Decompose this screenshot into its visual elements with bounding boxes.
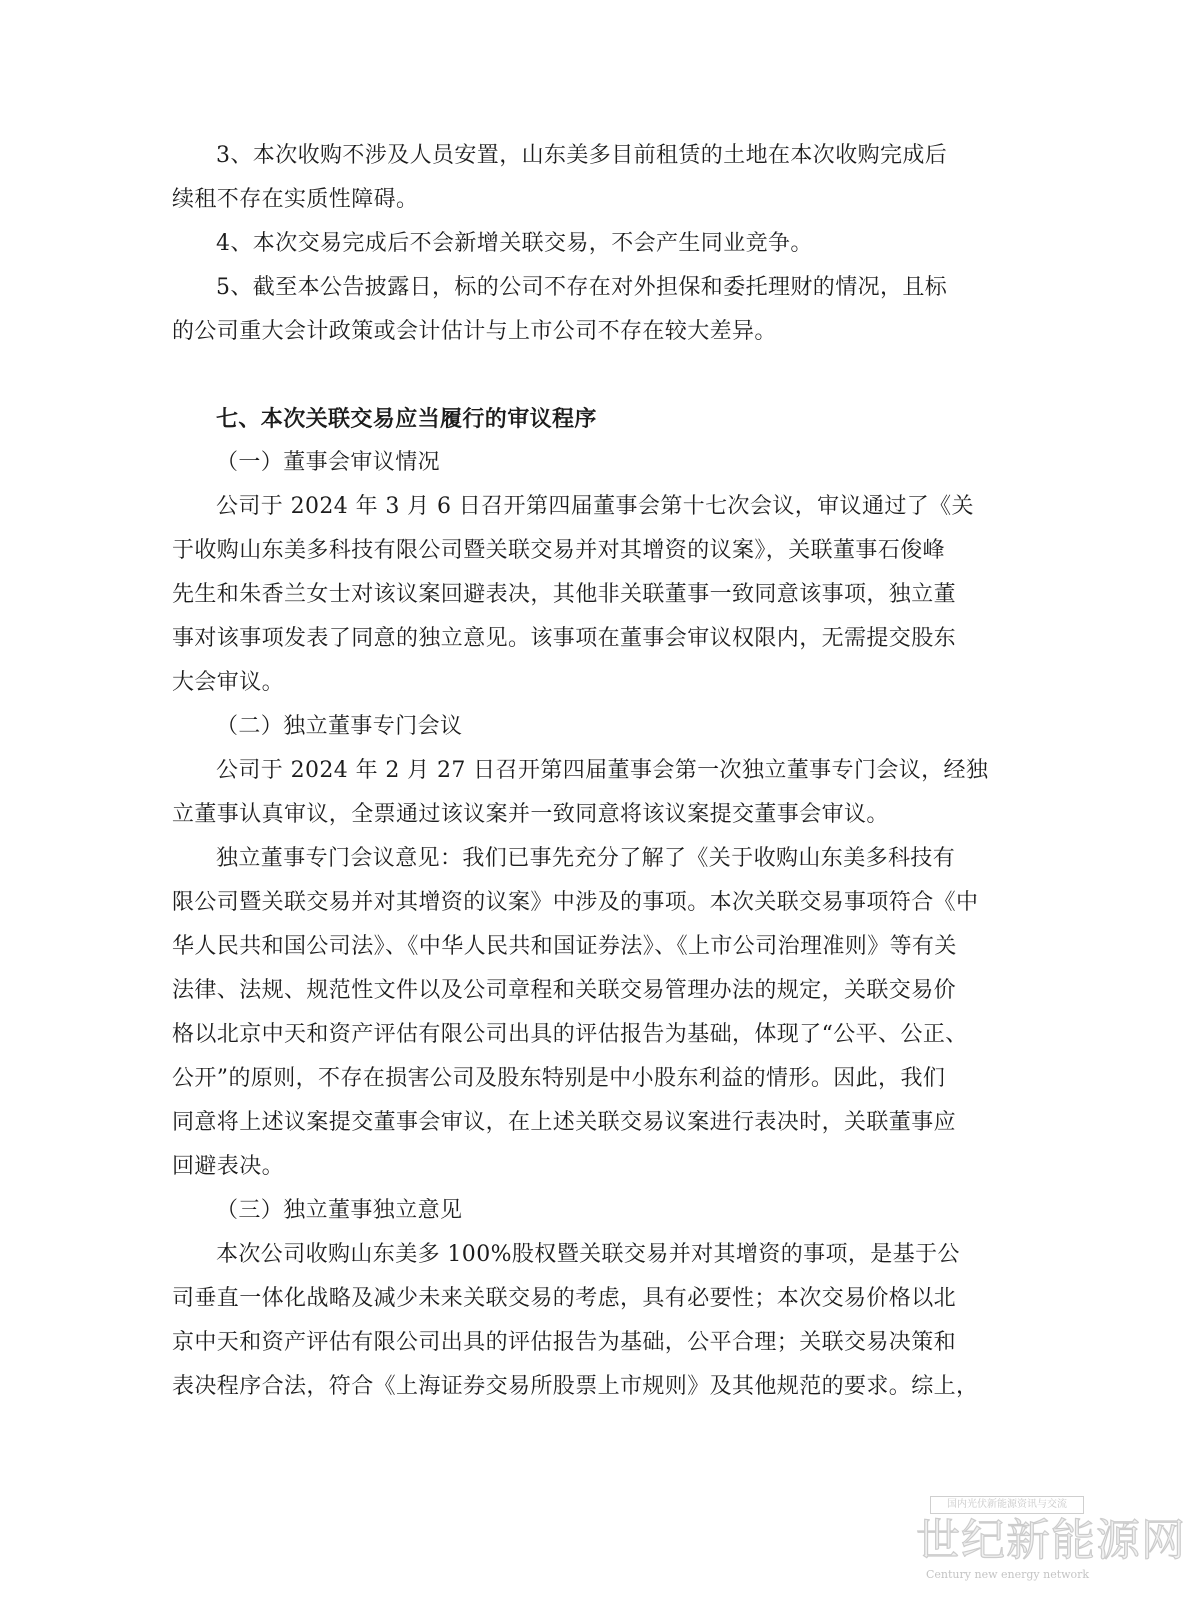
paragraph-line: 司垂直一体化战略及减少未来关联交易的考虑，具有必要性；本次交易价格以北 <box>172 1286 957 1311</box>
paragraph-line: 格以北京中天和资产评估有限公司出具的评估报告为基础，体现了“公平、公正、 <box>172 1022 968 1047</box>
watermark-banner: 国内光伏新能源资讯与交流 <box>930 1496 1084 1514</box>
paragraph-line: 的公司重大会计政策或会计估计与上市公司不存在较大差异。 <box>172 319 777 344</box>
subsection-heading: （三）独立董事独立意见 <box>216 1198 463 1223</box>
paragraph-line: 事对该事项发表了同意的独立意见。该事项在董事会审议权限内，无需提交股东 <box>172 626 957 651</box>
paragraph-line: 公司于 2024 年 3 月 6 日召开第四届董事会第十七次会议，审议通过了《关 <box>216 494 974 519</box>
paragraph-line: 同意将上述议案提交董事会审议，在上述关联交易议案进行表决时，关联董事应 <box>172 1110 957 1135</box>
paragraph-line: 本次公司收购山东美多 100%股权暨关联交易并对其增资的事项，是基于公 <box>216 1242 960 1267</box>
paragraph-line: 京中天和资产评估有限公司出具的评估报告为基础，公平合理；关联交易决策和 <box>172 1330 957 1355</box>
paragraph-line: 大会审议。 <box>172 670 285 695</box>
paragraph-line: 3、本次收购不涉及人员安置，山东美多目前租赁的土地在本次收购完成后 <box>216 143 948 168</box>
paragraph-line: 5、截至本公告披露日，标的公司不存在对外担保和委托理财的情况，且标 <box>216 275 948 300</box>
paragraph-line: 公司于 2024 年 2 月 27 日召开第四届董事会第一次独立董事专门会议，经独 <box>216 758 989 783</box>
section-heading: 七、本次关联交易应当履行的审议程序 <box>216 406 597 432</box>
paragraph-line: 先生和朱香兰女士对该议案回避表决，其他非关联董事一致同意该事项，独立董 <box>172 582 957 607</box>
subsection-heading: （一）董事会审议情况 <box>216 450 441 475</box>
subsection-heading: （二）独立董事专门会议 <box>216 714 463 739</box>
paragraph-line: 法律、法规、规范性文件以及公司章程和关联交易管理办法的规定，关联交易价 <box>172 978 957 1003</box>
paragraph-line: 独立董事专门会议意见：我们已事先充分了解了《关于收购山东美多科技有 <box>216 846 956 871</box>
paragraph-line: 限公司暨关联交易并对其增资的议案》中涉及的事项。本次关联交易事项符合《中 <box>172 890 979 915</box>
paragraph-line: 于收购山东美多科技有限公司暨关联交易并对其增资的议案》，关联董事石俊峰 <box>172 538 946 563</box>
paragraph-line: 4、本次交易完成后不会新增关联交易，不会产生同业竞争。 <box>216 231 813 256</box>
paragraph-line: 立董事认真审议，全票通过该议案并一致同意将该议案提交董事会审议。 <box>172 802 889 827</box>
paragraph-line: 表决程序合法，符合《上海证券交易所股票上市规则》及其他规范的要求。综上， <box>172 1374 979 1399</box>
paragraph-line: 公开”的原则，不存在损害公司及股东特别是中小股东利益的情形。因此，我们 <box>172 1066 946 1091</box>
watermark <box>880 1488 1186 1588</box>
watermark-logo-text: 世纪新能源网 <box>916 1515 1186 1566</box>
watermark-english-text: Century new energy network <box>926 1568 1090 1581</box>
paragraph-line: 续租不存在实质性障碍。 <box>172 187 419 212</box>
paragraph-line: 华人民共和国公司法》、《中华人民共和国证券法》、《上市公司治理准则》等有关 <box>172 934 957 959</box>
paragraph-line: 回避表决。 <box>172 1154 285 1179</box>
